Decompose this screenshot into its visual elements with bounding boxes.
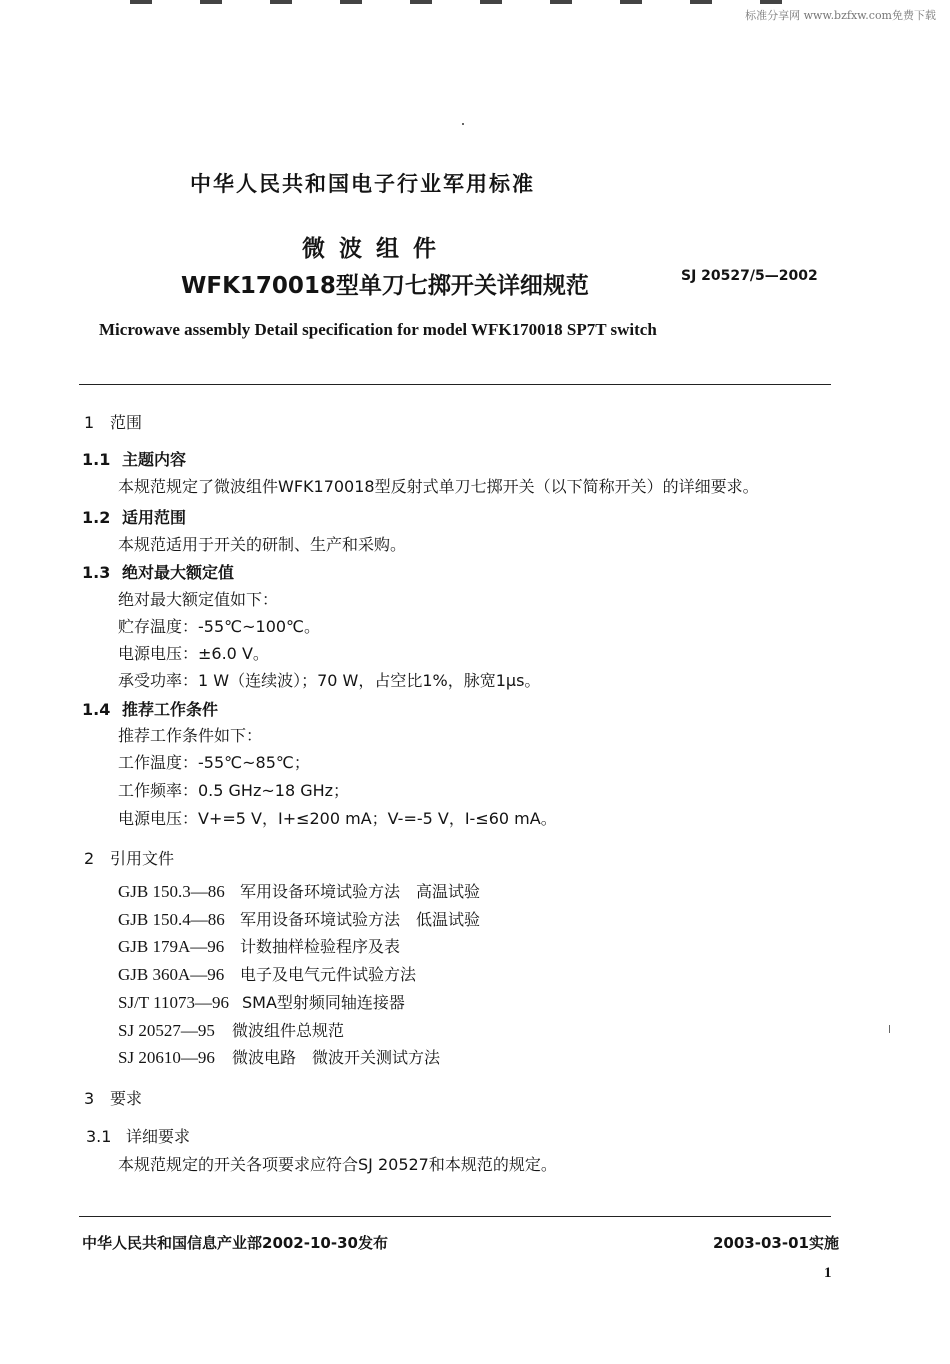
issue-statement: 中华人民共和国信息产业部2002-10-30发布 [82,1234,388,1252]
reference-title: 军用设备环境试验方法 低温试验 [240,910,481,929]
section-1-3-line: 承受功率：1 W（连续波）；70 W，占空比1%，脉宽1μs。 [118,671,541,690]
section-title: 范围 [110,413,143,432]
section-number: 1.3 [82,563,111,582]
section-title: 绝对最大额定值 [122,563,235,582]
reference-item [118,934,400,957]
title-line-1: 微波组件 [302,236,450,262]
reference-code: SJ 20527—95 [118,1021,215,1040]
section-1-heading [84,410,142,433]
reference-title: SMA型射频同轴连接器 [242,993,405,1012]
section-number: 1.4 [82,700,111,719]
reference-title: 微波组件总规范 [232,1021,345,1040]
section-1-4-line: 推荐工作条件如下： [118,726,263,745]
reference-item [118,962,416,985]
section-1-1-body: 本规范规定了微波组件WFK170018型反射式单刀七掷开关（以下简称开关）的详细要求。 [118,477,759,496]
section-1-3-line: 贮存温度：-55℃~100℃。 [118,617,321,636]
standard-header: 中华人民共和国电子行业军用标准 [190,172,535,196]
reference-item [118,1018,344,1041]
reference-title: 电子及电气元件试验方法 [240,965,417,984]
section-1-1-heading [82,447,186,470]
section-title: 适用范围 [122,508,187,527]
section-1-4-line: 工作频率：0.5 GHz~18 GHz； [118,781,350,800]
section-number: 1.2 [82,508,111,527]
section-title: 主题内容 [122,450,187,469]
reference-code: GJB 150.3—86 [118,882,225,901]
reference-item [118,907,480,930]
english-title: Microwave assembly Detail specification for model WFK170018 SP7T switch [99,320,657,339]
scan-edge-marks [130,0,830,8]
section-number: 3 [84,1089,95,1108]
section-2-heading [84,846,174,869]
section-1-4-line: 工作温度：-55℃~85℃； [118,753,310,772]
section-number: 3.1 [86,1127,112,1146]
reference-code: GJB 179A—96 [118,937,225,956]
page-number: 1 [824,1265,832,1281]
section-title: 引用文件 [110,849,175,868]
section-1-3-line: 电源电压：±6.0 V。 [118,644,269,663]
reference-item [118,879,480,902]
reference-code: GJB 150.4—86 [118,910,225,929]
effective-date: 2003-03-01实施 [713,1234,839,1252]
reference-code: SJ/T 11073—96 [118,993,229,1012]
section-1-3-heading [82,560,234,583]
reference-title: 军用设备环境试验方法 高温试验 [240,882,481,901]
reference-item [118,990,405,1013]
reference-code: SJ 20610—96 [118,1048,215,1067]
section-number: 1.1 [82,450,111,469]
bottom-divider [79,1216,831,1217]
scan-speck [889,1025,890,1033]
scan-speck [462,123,464,125]
section-number: 1 [84,413,95,432]
section-3-1-body: 本规范规定的开关各项要求应符合SJ 20527和本规范的规定。 [118,1155,557,1174]
section-1-3-line: 绝对最大额定值如下： [118,590,279,609]
standard-number: SJ 20527/5—2002 [681,268,818,284]
reference-code: GJB 360A—96 [118,965,225,984]
section-title: 要求 [110,1089,143,1108]
section-3-1-heading [86,1124,190,1147]
section-3-heading [84,1086,142,1109]
section-1-2-heading [82,505,186,528]
title-line-2: WFK170018型单刀七掷开关详细规范 [181,273,589,299]
section-number: 2 [84,849,95,868]
section-1-4-line: 电源电压：V+=5 V，I+≤200 mA；V-=-5 V，I-≤60 mA。 [118,809,557,828]
section-1-2-body: 本规范适用于开关的研制、生产和采购。 [118,535,407,554]
section-title: 推荐工作条件 [122,700,219,719]
section-title: 详细要求 [126,1127,191,1146]
watermark: 标准分享网 www.bzfxw.com免费下载 [745,9,936,22]
section-1-4-heading [82,697,218,720]
reference-title: 微波电路 微波开关测试方法 [232,1048,441,1067]
reference-title: 计数抽样检验程序及表 [240,937,401,956]
top-divider [79,384,831,385]
reference-item [118,1045,440,1068]
